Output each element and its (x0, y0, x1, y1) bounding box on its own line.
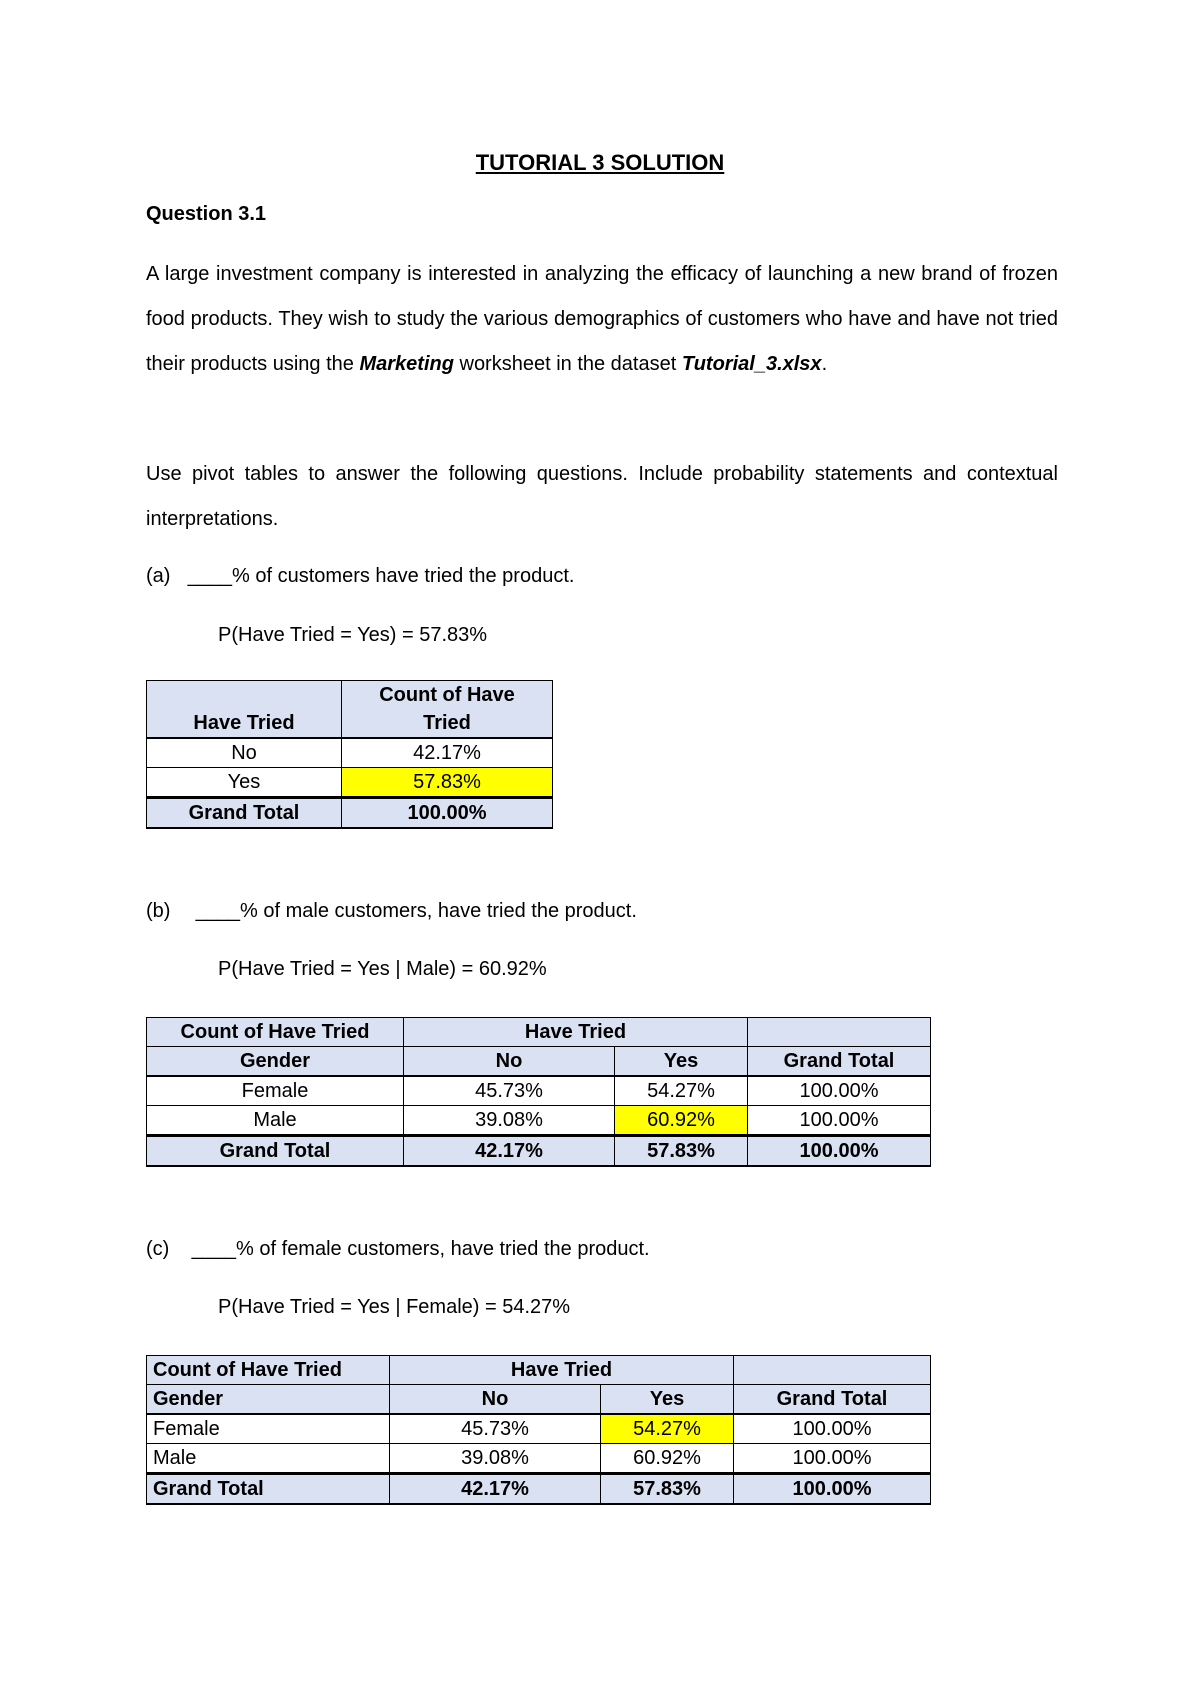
page-title: TUTORIAL 3 SOLUTION (475, 150, 725, 175)
table-header-row (147, 681, 553, 739)
row-value-highlighted: 57.83% (342, 768, 553, 798)
part-c-label: (c) (146, 1238, 170, 1260)
total-no: 42.17% (390, 1474, 601, 1505)
intro-text-c: . (821, 353, 828, 375)
pivot-table-a (146, 680, 553, 829)
col-group-header: Have Tried (390, 1356, 734, 1385)
part-c-question (146, 1238, 650, 1261)
col-header-total: Grand Total (748, 1047, 931, 1077)
total-no: 42.17% (404, 1136, 615, 1167)
cell-yes-highlighted: 54.27% (601, 1414, 734, 1444)
header-have-tried: Have Tried (147, 681, 342, 739)
part-b-probability: P(Have Tried = Yes | Male) = 60.92% (218, 958, 547, 980)
total-total: 100.00% (734, 1474, 931, 1505)
dataset-filename: Tutorial_3.xlsx (681, 353, 822, 375)
cell-total: 100.00% (748, 1106, 931, 1136)
part-b-label: (b) (146, 900, 171, 922)
table-total-row (147, 798, 553, 829)
col-header-yes: Yes (601, 1385, 734, 1415)
row-label: No (147, 738, 342, 768)
pivot-table-c (146, 1355, 931, 1505)
table-header-row (147, 1018, 931, 1047)
corner-header: Count of Have Tried (147, 1356, 390, 1385)
part-a-label: (a) (146, 565, 171, 587)
total-total: 100.00% (748, 1136, 931, 1167)
cell-total: 100.00% (734, 1414, 931, 1444)
table-row (147, 768, 553, 798)
part-a-text: ____% of customers have tried the product. (187, 565, 575, 587)
cell-total: 100.00% (748, 1076, 931, 1106)
row-label: Male (147, 1106, 404, 1136)
header-count (342, 681, 553, 739)
corner-header: Count of Have Tried (147, 1018, 404, 1047)
pivot-table-b (146, 1017, 931, 1167)
total-yes: 57.83% (601, 1474, 734, 1505)
row-value: 42.17% (342, 738, 553, 768)
cell-yes: 54.27% (615, 1076, 748, 1106)
col-header-total: Grand Total (734, 1385, 931, 1415)
table-subheader-row (147, 1047, 931, 1077)
part-b-text: ____% of male customers, have tried the product. (195, 900, 637, 922)
header-count-line2: Tried (423, 712, 471, 734)
table-subheader-row (147, 1385, 931, 1415)
cell-yes-highlighted: 60.92% (615, 1106, 748, 1136)
part-a-probability: P(Have Tried = Yes) = 57.83% (218, 624, 488, 646)
row-label: Female (147, 1076, 404, 1106)
cell-no: 45.73% (390, 1414, 601, 1444)
empty-header (748, 1018, 931, 1047)
total-label: Grand Total (147, 1136, 404, 1167)
worksheet-name: Marketing (359, 353, 454, 375)
part-c-probability: P(Have Tried = Yes | Female) = 54.27% (218, 1296, 571, 1318)
total-label: Grand Total (147, 798, 342, 829)
row-label: Male (147, 1444, 390, 1474)
intro-text-a: A large investment company is interested in analyzing the efficacy of launching a new brand of frozen food products. They wish to study the various demographics of customers who have and have not tried their products using the (146, 263, 1058, 375)
empty-header (734, 1356, 931, 1385)
table-row (147, 1076, 931, 1106)
cell-no: 39.08% (390, 1444, 601, 1474)
table-total-row (147, 1474, 931, 1505)
part-c-text: ____% of female customers, have tried the product. (191, 1238, 650, 1260)
table-row (147, 1106, 931, 1136)
table-row (147, 1414, 931, 1444)
table-row (147, 738, 553, 768)
table-total-row (147, 1136, 931, 1167)
row-label: Female (147, 1414, 390, 1444)
total-yes: 57.83% (615, 1136, 748, 1167)
col-header-no: No (404, 1047, 615, 1077)
row-label: Yes (147, 768, 342, 798)
total-label: Grand Total (147, 1474, 390, 1505)
part-a-question (146, 565, 574, 588)
total-value: 100.00% (342, 798, 553, 829)
col-header-no: No (390, 1385, 601, 1415)
cell-no: 45.73% (404, 1076, 615, 1106)
intro-text-b: worksheet in the dataset (453, 353, 682, 375)
table-row (147, 1444, 931, 1474)
col-header-yes: Yes (615, 1047, 748, 1077)
table-header-row (147, 1356, 931, 1385)
cell-no: 39.08% (404, 1106, 615, 1136)
row-header-gender: Gender (147, 1385, 390, 1415)
col-group-header: Have Tried (404, 1018, 748, 1047)
cell-total: 100.00% (734, 1444, 931, 1474)
part-b-question (146, 900, 637, 923)
row-header-gender: Gender (147, 1047, 404, 1077)
instructions-paragraph: Use pivot tables to answer the following questions. Include probability statements and contextual interpretations. (146, 463, 1058, 530)
intro-paragraph (146, 252, 1058, 387)
cell-yes: 60.92% (601, 1444, 734, 1474)
header-count-line1: Count of Have (379, 684, 515, 706)
question-heading: Question 3.1 (146, 203, 267, 225)
